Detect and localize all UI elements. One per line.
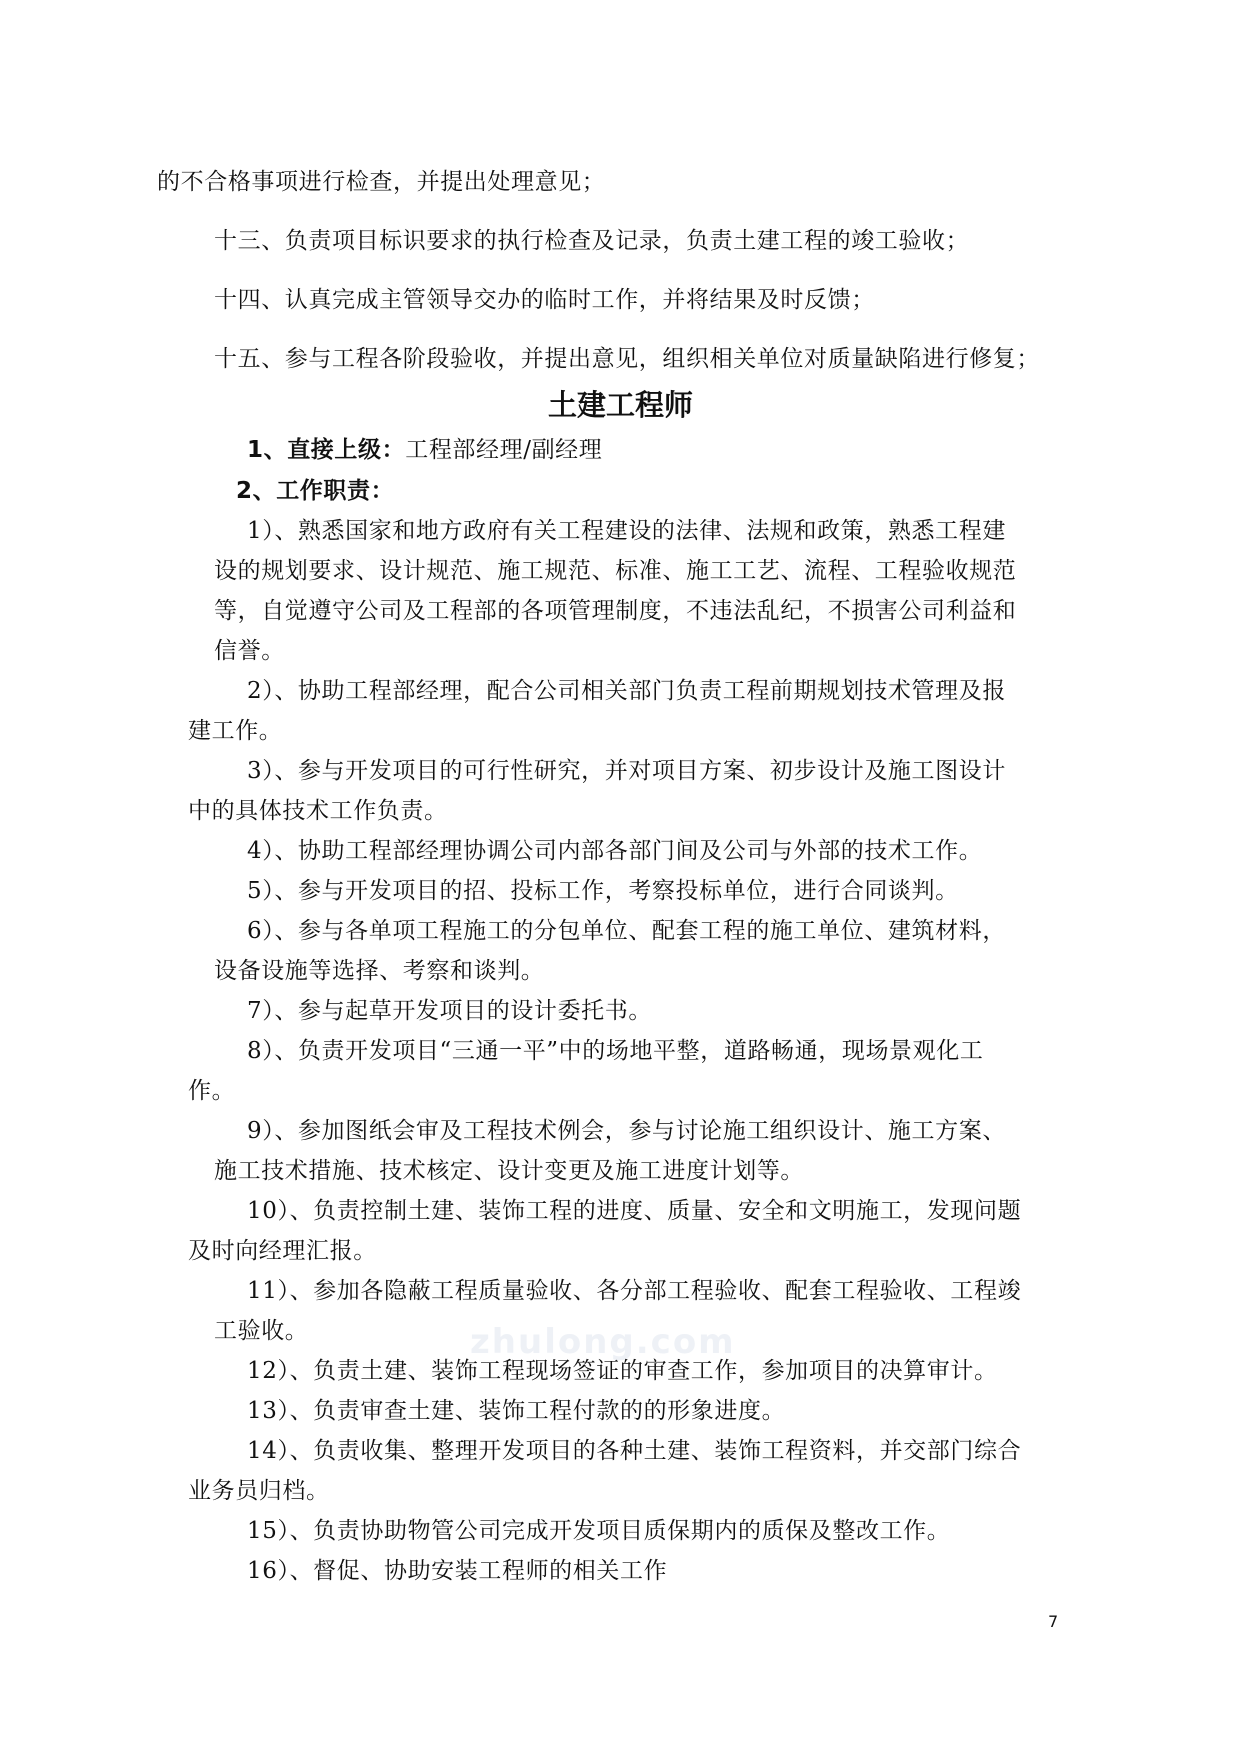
duty-line: 6）、参与各单项工程施工的分包单位、配套工程的施工单位、建筑材料， [247, 918, 1006, 944]
duty-line: 1）、熟悉国家和地方政府有关工程建设的法律、法规和政策，熟悉工程建 [247, 518, 1006, 544]
duty-line: 12）、负责土建、装饰工程现场签证的审查工作，参加项目的决算审计。 [247, 1358, 998, 1384]
duty-line: 等，自觉遵守公司及工程部的各项管理制度，不违法乱纪，不损害公司利益和 [214, 598, 1017, 624]
duty-line: 设的规划要求、设计规范、施工规范、标准、施工工艺、流程、工程验收规范 [214, 558, 1017, 584]
continued-line-3: 十四、认真完成主管领导交办的临时工作，并将结果及时反馈； [214, 287, 875, 313]
duty-line: 7）、参与起草开发项目的设计委托书。 [247, 998, 652, 1024]
duty-line: 及时向经理汇报。 [188, 1238, 377, 1264]
superior-label: 1、直接上级： [247, 437, 406, 463]
page-number: 7 [1048, 1612, 1059, 1631]
duty-line: 16）、督促、协助安装工程师的相关工作 [247, 1558, 668, 1584]
duty-line: 5）、参与开发项目的招、投标工作，考察投标单位，进行合同谈判。 [247, 878, 959, 904]
duty-line: 业务员归档。 [188, 1478, 330, 1504]
duty-line: 中的具体技术工作负责。 [188, 798, 448, 824]
superior-value: 工程部经理/副经理 [405, 437, 603, 463]
duty-line: 11）、参加各隐蔽工程质量验收、各分部工程验收、配套工程验收、工程竣 [247, 1278, 1022, 1304]
watermark: zhulong.com [470, 1322, 736, 1362]
duty-line: 8）、负责开发项目“三通一平”中的场地平整，道路畅通，现场景观化工 [247, 1038, 984, 1064]
duty-line: 信誉。 [214, 638, 285, 664]
duty-line: 施工技术措施、技术核定、设计变更及施工进度计划等。 [214, 1158, 804, 1184]
superior-row [247, 434, 602, 466]
duty-line: 13）、负责审查土建、装饰工程付款的的形象进度。 [247, 1398, 786, 1424]
duty-line: 9）、参加图纸会审及工程技术例会，参与讨论施工组织设计、施工方案、 [247, 1118, 1006, 1144]
duty-line: 建工作。 [188, 718, 283, 744]
section-title: 土建工程师 [547, 388, 693, 422]
duty-line: 3）、参与开发项目的可行性研究，并对项目方案、初步设计及施工图设计 [247, 758, 1006, 784]
duty-line: 14）、负责收集、整理开发项目的各种土建、装饰工程资料，并交部门综合 [247, 1438, 1022, 1464]
duty-line: 4）、协助工程部经理协调公司内部各部门间及公司与外部的技术工作。 [247, 838, 983, 864]
duty-line: 10）、负责控制土建、装饰工程的进度、质量、安全和文明施工，发现问题 [247, 1198, 1022, 1224]
continued-line-4: 十五、参与工程各阶段验收，并提出意见，组织相关单位对质量缺陷进行修复； [214, 346, 1040, 372]
duty-line: 工验收。 [214, 1318, 309, 1344]
continued-line-2: 十三、负责项目标识要求的执行检查及记录，负责土建工程的竣工验收； [214, 228, 970, 254]
duties-label: 2、工作职责： [236, 478, 395, 504]
duty-line: 2）、协助工程部经理，配合公司相关部门负责工程前期规划技术管理及报 [247, 678, 1006, 704]
continued-line-1: 的不合格事项进行检查，并提出处理意见； [157, 169, 606, 195]
duty-line: 作。 [188, 1078, 236, 1104]
duty-line: 15）、负责协助物管公司完成开发项目质保期内的质保及整改工作。 [247, 1518, 951, 1544]
duty-line: 设备设施等选择、考察和谈判。 [214, 958, 545, 984]
